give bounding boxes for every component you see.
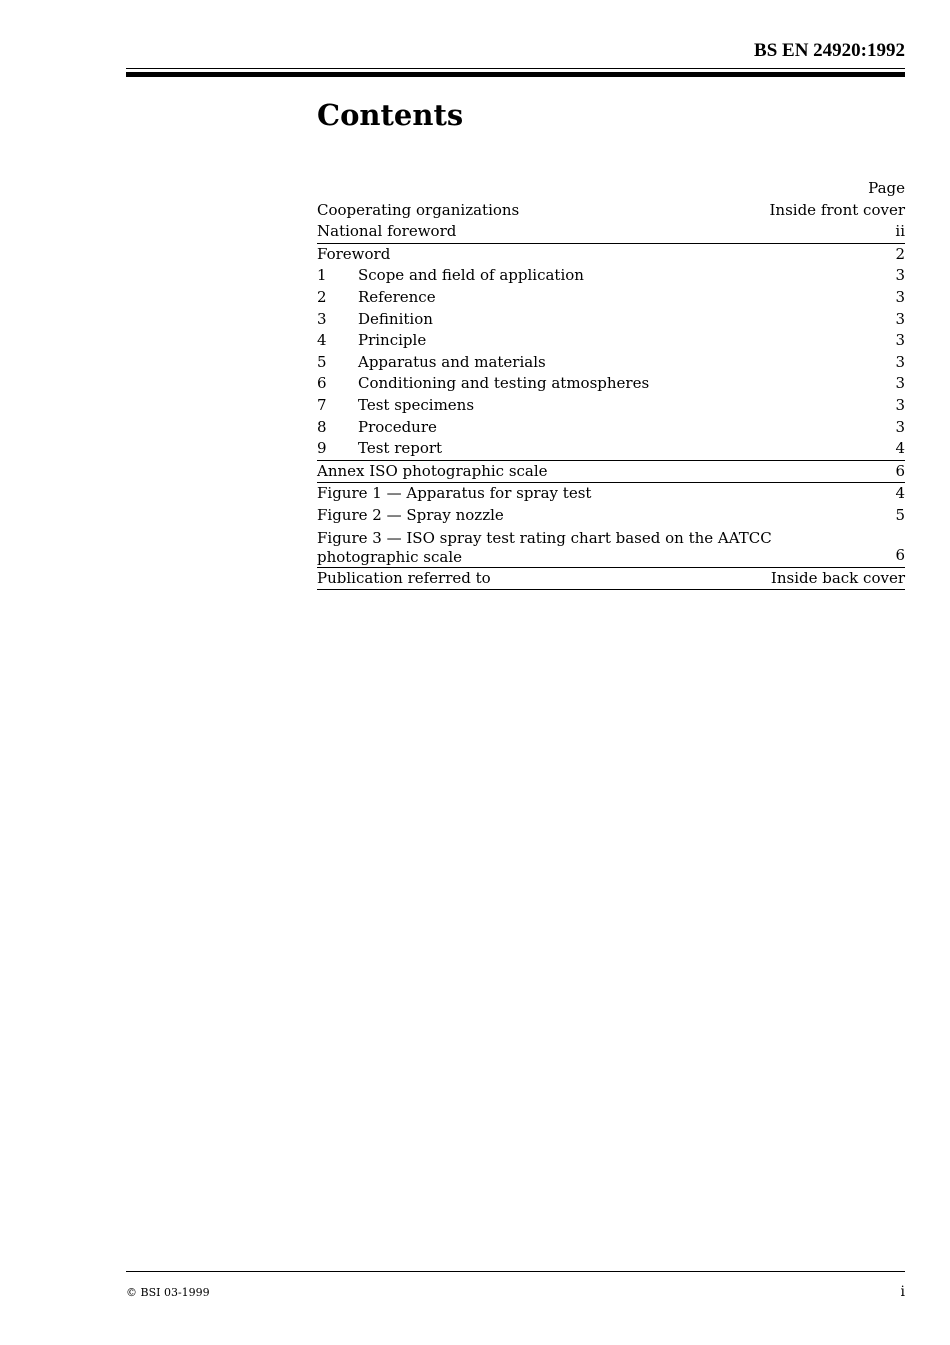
toc-entry-number: 2: [317, 287, 327, 306]
toc-entry-number: 9: [317, 439, 327, 458]
toc-entry-page: 3: [895, 417, 905, 436]
toc-page-column-header: Page: [868, 179, 905, 197]
toc-entry-label: Publication referred to: [317, 568, 491, 587]
toc-entry-label: Figure 2 — Spray nozzle: [317, 505, 504, 524]
toc-entry-page: ii: [895, 222, 905, 241]
toc-entry-page: 3: [895, 395, 905, 414]
toc-entry-label: Scope and field of application: [358, 266, 584, 285]
toc-entry-text: [317, 265, 895, 287]
toc-entry-page: 6: [895, 545, 905, 564]
toc-entry-number: 1: [317, 266, 327, 285]
toc-entry-foreword[interactable]: [317, 243, 905, 266]
toc-entry-figure-2[interactable]: [317, 505, 905, 527]
toc-entry-label: Conditioning and testing atmospheres: [358, 374, 650, 393]
toc-entry-clause-8[interactable]: [317, 417, 905, 439]
toc-entry-page: 3: [895, 331, 905, 350]
toc-entry-clause-4[interactable]: [317, 330, 905, 352]
header-rule-thin: [126, 68, 905, 69]
toc-entry-text: [317, 330, 895, 352]
toc-entry-label: Cooperating organizations: [317, 200, 520, 219]
toc-entry-page: 4: [895, 439, 905, 458]
toc-entry-text: [317, 309, 895, 331]
toc-entry-publication-referred-to[interactable]: [317, 567, 905, 591]
toc-entry-annex[interactable]: [317, 460, 905, 483]
toc-entry-clause-3[interactable]: [317, 309, 905, 331]
document-id: BS EN 24920:1992: [754, 40, 905, 61]
toc-entry-page: 3: [895, 266, 905, 285]
toc-entry-page: 6: [895, 461, 905, 480]
toc-entry-label: Foreword: [317, 244, 391, 263]
toc-entry-page: 5: [895, 505, 905, 524]
toc-entry-label: Figure 3 — ISO spray test rating chart based on the AATCC photographic scale: [317, 528, 772, 566]
toc-entry-page: 3: [895, 309, 905, 328]
toc-entry-label: Principle: [358, 331, 427, 350]
toc-entry-clause-1[interactable]: [317, 265, 905, 287]
toc-entry-page: 3: [895, 287, 905, 306]
toc-entry-text: [317, 417, 895, 439]
toc-entry-clause-9[interactable]: [317, 438, 905, 460]
toc-entry-cooperating-organizations[interactable]: [317, 200, 905, 222]
toc-entry-label: Reference: [358, 287, 436, 306]
toc-entry-figure-3[interactable]: [317, 527, 905, 567]
toc-entry-number: 6: [317, 374, 327, 393]
toc-entry-page: 2: [895, 244, 905, 263]
toc-entry-number: 3: [317, 309, 327, 328]
toc-entry-national-foreword[interactable]: [317, 221, 905, 243]
toc-entry-label: Apparatus and materials: [358, 352, 546, 371]
toc-page-header-row: [317, 178, 905, 200]
page-number: i: [900, 1284, 905, 1300]
toc-entry-number: 4: [317, 331, 327, 350]
toc-entry-number: 5: [317, 352, 327, 371]
toc-entry-text: [317, 395, 895, 417]
toc-entry-page: Inside front cover: [769, 200, 905, 219]
toc-entry-figure-1[interactable]: [317, 482, 905, 505]
header-rule-thick: [126, 72, 905, 77]
toc-entry-label: Figure 1 — Apparatus for spray test: [317, 484, 592, 503]
toc-entry-page: Inside back cover: [770, 568, 905, 587]
toc-entry-number: 7: [317, 395, 327, 414]
toc-entry-page: 4: [895, 484, 905, 503]
toc-entry-label: Test report: [358, 439, 443, 458]
footer-rule: [126, 1271, 905, 1272]
toc-entry-text: [317, 373, 895, 395]
toc-entry-text: [317, 438, 895, 460]
toc-entry-label: Test specimens: [358, 395, 475, 414]
toc-entry-clause-5[interactable]: [317, 352, 905, 374]
toc-entry-label: Procedure: [358, 417, 437, 436]
table-of-contents: [317, 178, 905, 590]
toc-entry-number: 8: [317, 417, 327, 436]
page-title: Contents: [317, 98, 464, 132]
toc-entry-clause-2[interactable]: [317, 287, 905, 309]
toc-entry-label: Definition: [358, 309, 433, 328]
toc-entry-page: 3: [895, 374, 905, 393]
toc-entry-text: [317, 352, 895, 374]
toc-entry-clause-6[interactable]: [317, 373, 905, 395]
toc-entry-page: 3: [895, 352, 905, 371]
toc-entry-clause-7[interactable]: [317, 395, 905, 417]
copyright-notice: © BSI 03-1999: [126, 1286, 210, 1299]
toc-entry-label: National foreword: [317, 222, 457, 241]
toc-entry-label: Annex ISO photographic scale: [317, 461, 548, 480]
toc-entry-text: [317, 287, 895, 309]
